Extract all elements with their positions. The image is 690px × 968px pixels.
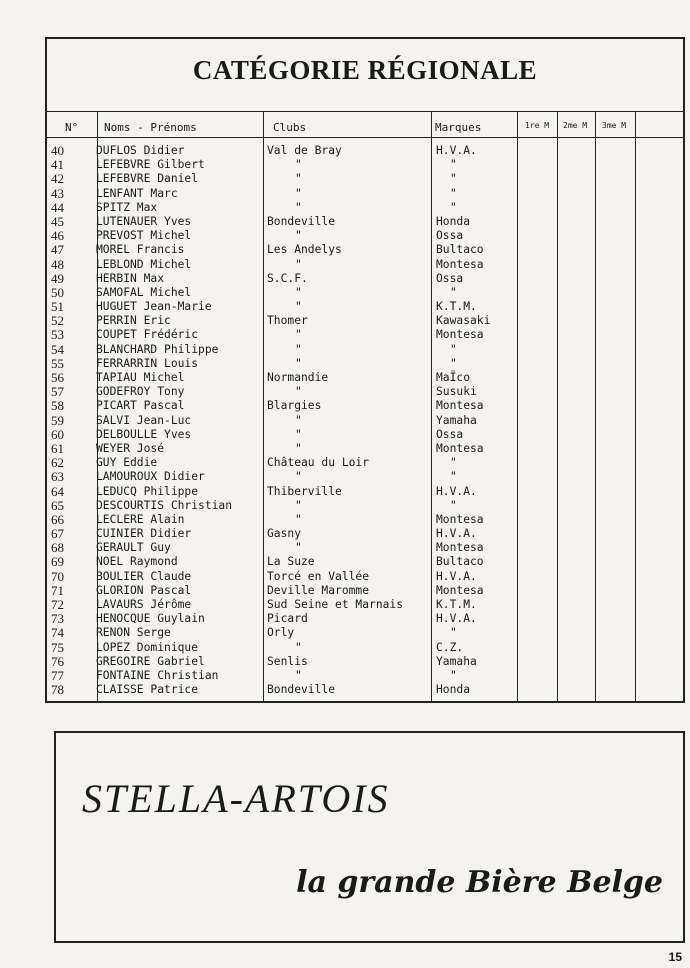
rider-name: SPITZ Max [96,200,158,214]
rider-brand: " [450,186,457,200]
rider-club: " [295,328,302,342]
rider-club: " [295,257,302,271]
rider-brand: " [450,356,457,370]
rider-club: " [295,186,302,200]
table-row [47,286,683,300]
rider-name: WEYER José [96,441,165,455]
rider-club: " [295,300,302,314]
rider-club: Val de Bray [267,144,342,157]
rider-club: Thiberville [267,484,342,498]
rider-club: Senlis [267,654,308,668]
rider-name: BOULIER Claude [96,569,192,583]
rider-name: COUPET Frédéric [96,328,199,342]
rider-name: GUY Eddie [96,456,158,470]
rider-club: " [295,668,302,682]
table-row [47,144,683,158]
rider-number: 70 [51,568,64,584]
rider-name: LAVAURS Jérôme [96,598,192,611]
rider-brand: Bultaco [436,555,484,569]
rider-brand: " [450,456,457,470]
page-number: 15 [668,950,682,964]
rider-brand: Ossa [436,229,464,243]
rider-club: " [295,229,302,243]
rider-brand: Montesa [436,441,484,455]
rider-name: DUFLOS Didier [96,144,185,157]
page-title: CATÉGORIE RÉGIONALE [192,55,538,85]
table-row [47,215,683,229]
rider-number: 62 [51,455,64,471]
rider-club: Deville Maromme [267,583,370,597]
rider-brand: Susuki [436,385,477,399]
rider-brand: Honda [436,683,471,697]
rider-brand: Bultaco [436,243,484,257]
rider-brand: Ossa [436,271,464,285]
table-row [47,584,683,598]
rider-brand: Yamaha [436,413,477,427]
rider-name: LEDUCQ Philippe [96,484,199,498]
rider-brand: H.V.A. [436,569,477,583]
table-row [47,343,683,357]
rider-club: Sud Seine et Marnais [267,598,404,611]
rider-club: S.C.F. [267,271,308,285]
header-club: Clubs [273,121,307,134]
rider-name: DESCOURTIS Christian [96,498,233,512]
rider-club: " [295,342,302,356]
advertisement [54,731,685,943]
rider-name: GERAULT Guy [96,541,171,555]
rider-number: 76 [51,653,64,669]
rider-name: GLORION Pascal [96,583,192,597]
rider-name: CLAISSE Patrice [96,683,199,697]
rider-brand: H.V.A. [436,144,477,157]
table-row [47,399,683,413]
table-row [47,626,683,640]
rider-number: 59 [51,412,64,428]
header-round-1: 1re M [525,121,550,130]
rider-brand: " [450,626,457,640]
rider-name: NOEL Raymond [96,555,178,569]
rider-number: 63 [51,469,64,485]
header-name: Noms - Prénoms [104,121,197,134]
rider-club: " [295,158,302,172]
rider-club: " [295,413,302,427]
ad-brand: STELLA-ARTOIS [82,776,390,821]
rider-club: " [295,356,302,370]
rider-number: 51 [51,299,64,315]
header-num: N° [65,121,79,134]
table-row [47,371,683,385]
table-row [47,258,683,272]
table-row [47,669,683,683]
table-row [47,527,683,541]
rider-club: " [295,172,302,186]
rider-name: PREVOST Michel [96,229,192,243]
table-row [47,442,683,456]
table-row [47,470,683,484]
rider-club: Château du Loir [267,456,370,470]
table-row [47,158,683,172]
rider-club: Thomer [267,314,308,328]
table-row [47,428,683,442]
rider-brand: H.V.A. [436,527,477,541]
rider-number: 74 [51,625,64,641]
rider-brand: K.T.M. [436,598,477,611]
rider-number: 44 [51,199,64,215]
rider-name: GODEFROY Tony [96,385,185,399]
rider-name: PERRIN Eric [96,314,171,328]
rider-club: Picard [267,612,308,626]
rider-brand: Kawasaki [436,314,491,328]
rider-number: 41 [51,157,64,173]
rider-number: 68 [51,540,64,556]
table-row [47,414,683,428]
rider-number: 61 [51,440,64,456]
rider-club: " [295,385,302,399]
rider-brand: " [450,200,457,214]
table-row [47,314,683,328]
rider-name: FERRARRIN Louis [96,356,199,370]
rider-number: 47 [51,242,64,258]
table-row [47,683,683,697]
rider-club: " [295,512,302,526]
rider-name: FONTAINE Christian [96,668,219,682]
rider-number: 45 [51,213,64,229]
rider-club: " [295,441,302,455]
rider-number: 58 [51,398,64,414]
rider-name: RENON Serge [96,626,171,640]
table-row [47,598,683,612]
table-row [47,243,683,257]
rider-brand: Honda [436,214,471,228]
rider-number: 50 [51,284,64,300]
rider-club: Bondeville [267,683,336,697]
rider-club: La Suze [267,555,315,569]
rider-number: 40 [51,143,64,158]
rider-brand: Ossa [436,427,464,441]
rider-brand: Montesa [436,257,484,271]
table-row [47,456,683,470]
rider-number: 52 [51,313,64,329]
rider-club: Blargies [267,399,322,413]
rider-name: HUGUET Jean-Marie [96,300,212,314]
rider-name: LECLERE Alain [96,512,185,526]
rider-name: SAMOFAL Michel [96,285,192,299]
rider-club: Les Andelys [267,243,342,257]
rider-brand: Montesa [436,512,484,526]
rider-brand: H.V.A. [436,484,477,498]
rider-brand: " [450,342,457,356]
rider-brand: Montesa [436,541,484,555]
rider-club: Orly [267,626,295,640]
rider-number: 46 [51,228,64,244]
rider-name: TAPIAU Michel [96,371,185,384]
rider-club: Torcé en Vallée [267,569,370,583]
rider-club: " [295,470,302,484]
rider-brand: Montesa [436,328,484,342]
table-row [47,655,683,669]
table-row [47,187,683,201]
rider-brand: C.Z. [436,640,464,654]
rider-name: LENFANT Marc [96,186,178,200]
table-row [47,541,683,555]
rider-name: PICART Pascal [96,399,185,413]
rider-number: 64 [51,483,64,499]
rider-number: 43 [51,185,64,201]
rider-brand: H.V.A. [436,612,477,626]
header-round-3: 3me M [602,121,627,130]
rider-club: " [295,285,302,299]
rider-number: 72 [51,597,64,612]
rider-name: LAMOUROUX Didier [96,470,205,484]
rider-number: 78 [51,682,64,698]
rider-club: Normandie [267,371,329,384]
rider-number: 69 [51,554,64,570]
rider-number: 73 [51,611,64,627]
rider-club: " [295,640,302,654]
rider-name: CUINIER Didier [96,527,192,541]
rider-number: 71 [51,582,64,598]
rider-brand: " [450,470,457,484]
rider-number: 67 [51,526,64,542]
rider-brand: " [450,498,457,512]
rider-number: 42 [51,171,64,187]
rider-number: 54 [51,341,64,357]
rider-brand: K.T.M. [436,300,477,314]
rider-brand: " [450,668,457,682]
rider-number: 75 [51,639,64,655]
table-row [47,555,683,569]
rider-brand: " [450,172,457,186]
rider-brand: " [450,158,457,172]
rider-name: LUTENAUER Yves [96,214,192,228]
rider-number: 53 [51,327,64,343]
rider-number: 65 [51,497,64,513]
rider-brand: Montesa [436,399,484,413]
table-row [47,328,683,342]
table-row [47,612,683,626]
rider-club: " [295,498,302,512]
rider-name: LEFEBVRE Daniel [96,172,199,186]
table-row [47,485,683,499]
table-row [47,300,683,314]
rider-club: " [295,541,302,555]
rider-number: 55 [51,355,64,371]
rider-name: LEBLOND Michel [96,257,192,271]
rider-club: " [295,200,302,214]
table-body [47,144,683,697]
rider-name: GREGOIRE Gabriel [96,654,205,668]
rider-name: SALVI Jean-Luc [96,413,192,427]
rider-number: 66 [51,511,64,527]
rider-number: 57 [51,384,64,400]
rider-brand: " [450,285,457,299]
results-table [45,37,685,703]
rider-number: 48 [51,256,64,272]
rider-number: 49 [51,270,64,286]
rider-name: MOREL Francis [96,243,185,257]
table-row [47,499,683,513]
table-row [47,641,683,655]
header-top-rule [47,111,683,112]
rider-club: " [295,427,302,441]
table-row [47,570,683,584]
rider-brand: MaÏco [436,371,471,384]
table-row [47,513,683,527]
table-row [47,229,683,243]
rider-name: LEFEBVRE Gilbert [96,158,205,172]
rider-name: DELBOULLE Yves [96,427,192,441]
header-round-2: 2me M [563,121,588,130]
rider-name: HERBIN Max [96,271,165,285]
table-row [47,201,683,215]
header-mark: Marques [435,121,482,134]
table-row [47,272,683,286]
header-bottom-rule [47,137,683,138]
rider-brand: Montesa [436,583,484,597]
table-row [47,357,683,371]
ad-slogan: la grande Bière Belge [296,865,663,900]
rider-number: 77 [51,667,64,683]
rider-brand: Yamaha [436,654,477,668]
rider-number: 60 [51,426,64,442]
rider-name: LOPEZ Dominique [96,640,199,654]
rider-number: 56 [51,370,64,385]
rider-name: HENOCQUE Guylain [96,612,205,626]
table-row [47,172,683,186]
rider-name: BLANCHARD Philippe [96,342,219,356]
rider-club: Bondeville [267,214,336,228]
rider-club: Gasny [267,527,302,541]
table-row [47,385,683,399]
